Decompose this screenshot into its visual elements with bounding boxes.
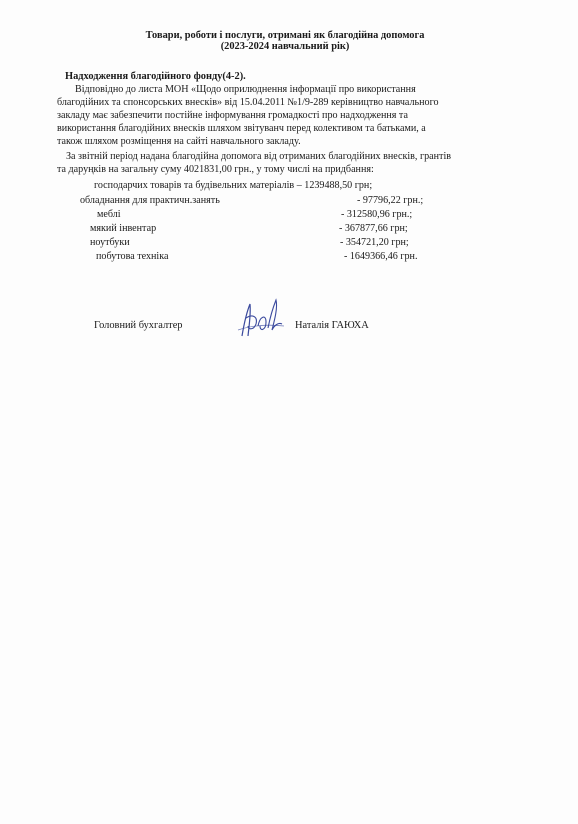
- signatory-position: Головний бухгалтер: [94, 320, 183, 331]
- item-amount: - 97796,22 грн.;: [357, 195, 424, 206]
- document-title: Товари, роботи і послуги, отримані як благодійна допомога: [145, 30, 425, 41]
- paragraph-line: Відповідно до листа МОН «Щодо оприлюднення інформації про використання: [75, 84, 416, 95]
- paragraph-line: також шляхом розміщення на сайті навчального закладу.: [57, 136, 301, 147]
- item-name: мякий інвентар: [90, 223, 157, 234]
- item-amount: - 367877,66 грн;: [339, 223, 408, 234]
- item-name: обладнання для практичн.занять: [80, 195, 220, 206]
- item-name: ноутбуки: [90, 237, 130, 248]
- list-item: [80, 195, 220, 207]
- document-subtitle: (2023-2024 навчальний рік): [220, 41, 350, 52]
- paragraph-line: За звітній період надана благодійна допомога від отриманих благодійних внесків, грантів: [66, 151, 452, 162]
- item-amount: – 1239488,50 грн;: [296, 180, 373, 191]
- paragraph-line: та даруңків на загальну суму 4021831,00 грн., у тому числі на придбання:: [57, 164, 374, 175]
- item-name: меблі: [97, 209, 121, 220]
- section-heading: Надходження благодійного фонду(4-2).: [65, 71, 246, 82]
- list-item: [94, 180, 372, 192]
- item-amount: - 312580,96 грн.;: [341, 209, 413, 220]
- paragraph-line: благодійних та спонсорських внесків» від 15.04.2011 №1/9-289 керівництво навчального: [57, 97, 439, 108]
- handwritten-signature: [236, 296, 288, 342]
- item-amount: - 354721,20 грн;: [340, 237, 409, 248]
- paragraph-line: використання благодійних внесків шляхом звітуванч перед колективом та батьками, а: [57, 123, 426, 134]
- signatory-name: Наталія ГАЮХА: [295, 320, 369, 331]
- item-amount: - 1649366,46 грн.: [344, 251, 418, 262]
- paragraph-line: закладу має забезпечити постійне інформування громадкості про надходження та: [57, 110, 408, 121]
- item-name: господарчих товарів та будівельних матеріалів: [94, 180, 295, 191]
- item-name: побутова техніка: [96, 251, 169, 262]
